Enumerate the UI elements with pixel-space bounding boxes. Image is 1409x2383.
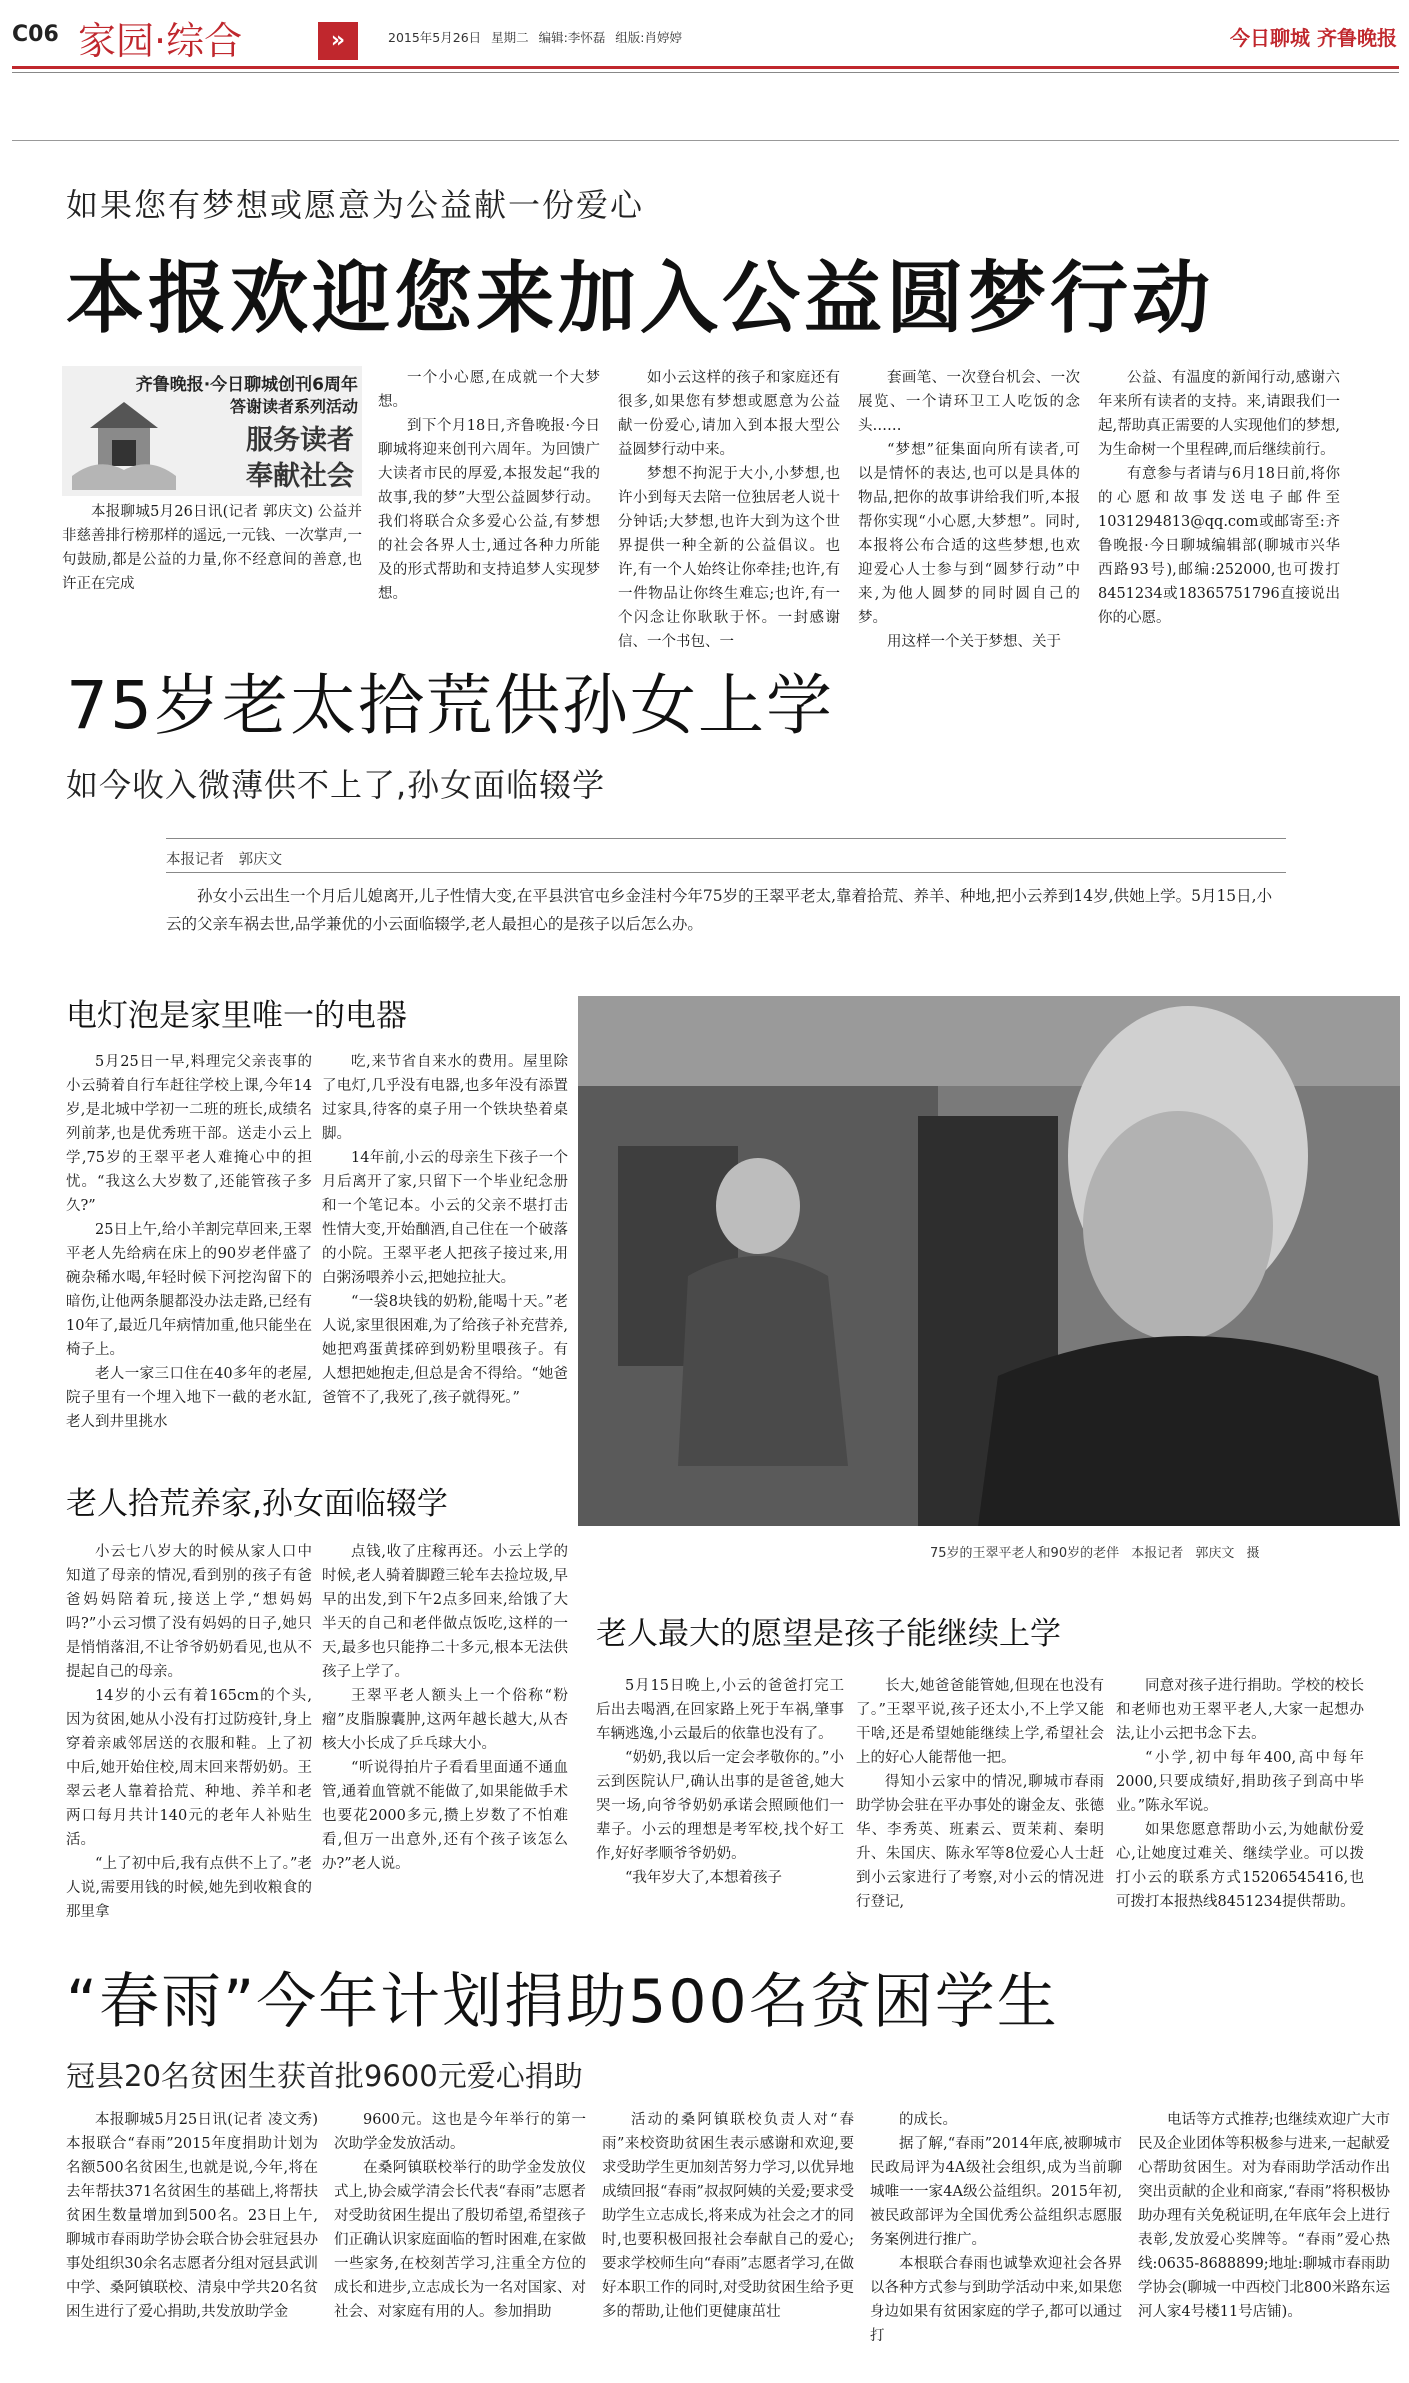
story1-column-1: 本报聊城5月26日讯(记者 郭庆文) 公益并非慈善排行榜那样的遥远,一元钱、一次掌声,一句鼓励,都是公益的力量,你不经意间的善意,也许正在完成 (62, 504, 362, 592)
story1-column-2: 一个小心愿,在成就一个大梦想。 到下个月18日,齐鲁晚报·今日聊城将迎来创刊六周年。为回馈广大读者市民的厚爱,本报发起“我的故事,我的梦”大型公益圆梦行动。我们将联合众多爱心公益,有梦想的社会各界人士,通过各种力所能及的形式帮助和支持追梦人实现梦想。 (378, 370, 600, 602)
story3-column-a: 本报聊城5月25日讯(记者 凌文秀) 本报联合“春雨”2015年度捐助计划为名额500名贫困生,也就是说,今年,将在去年帮扶371名贫困生的基础上,将帮扶贫困生数量增加到500名。23日上午,聊城市春雨助学协会联合协会驻冠县办事处组织30余名志愿者分组对冠县武训中学、桑阿镇联校、清泉中学共20名贫困生进行了爱心捐助,共发放助学金 (66, 2112, 318, 2320)
story3-column-c: 活动的桑阿镇联校负责人对“春雨”来校资助贫困生表示感谢和欢迎,要求受助学生更加刻苦努力学习,以优异地成绩回报“春雨”叔叔阿姨的关爱;要求受助学生立志成长,将来成为社会之才的同时,也要积极回报社会奉献自己的爱心;要求学校师生向“春雨”志愿者学习,在做好本职工作的同时,对受助贫困生给予更多的帮助,让他们更健康茁壮 (602, 2112, 854, 2320)
promo-line-4: 奉献社会 (246, 461, 354, 492)
section-title: 家园·综合 (78, 19, 243, 63)
byline-rule-top (166, 838, 1286, 839)
story3-column-e: 电话等方式推荐;也继续欢迎广大市民及企业团体等积极参与进来,一起献爱心帮助贫困生。对为春雨助学活动作出突出贡献的企业和商家,“春雨”将积极协助办理有关免税证明,在年底年会上进行表彰,发放爱心奖牌等。“春雨”爱心热线:0635-8688899;地址:聊城市春雨助学协会(聊城一中西校门北800米路东运河人家4号楼11号店铺)。 (1138, 2112, 1390, 2320)
story2-subhead-3: 老人最大的愿望是孩子能继续上学 (596, 1616, 1061, 1652)
story3-column-b: 9600元。这也是今年举行的第一次助学金发放活动。 在桑阿镇联校举行的助学金发放仪式上,协会威学清会长代表“春雨”志愿者对受助贫困生提出了殷切希望,希望孩子们正确认识家庭面临的暂时困难,在家做一些家务,在校刻苦学习,注重全方位的成长和进步,立志成长为一名对国家、对社会、对家庭有用的人。参加捐助 (334, 2112, 586, 2320)
anniversary-promo (62, 366, 362, 496)
story2-byline: 本报记者 郭庆文 (166, 852, 283, 868)
story2-headline: 75岁老太拾荒供孙女上学 (66, 667, 834, 744)
clock-tower-hands-icon (68, 396, 180, 490)
double-chevron-icon: » (318, 22, 358, 60)
story2-column-d: 点钱,收了庄稼再还。小云上学的时候,老人骑着脚蹬三轮车去捡垃圾,早早的出发,到下午2点多回来,给饿了大半天的自己和老伴做点饭吃,这样的一天,最多也只能挣二十多元,根本无法供孩子上学了。 王翠平老人额头上一个俗称“粉瘤”皮脂腺囊肿,这两年越长越大,从杏核大小长成了乒乓球大小。 “听说得拍片子看看里面通不通血管,通着血管就不能做了,如果能做手术也要花2000多元,攒上岁数了不怕难看,但万一出意外,还有个孩子该怎么办?”老人说。 (322, 1544, 568, 1872)
newspaper-brand: 今日聊城 齐鲁晚报 (1230, 26, 1397, 50)
photo-image (578, 996, 1400, 1526)
elderly-couple-photo (578, 996, 1400, 1526)
story2-column-g: 同意对孩子进行捐助。学校的校长和老师也劝王翠平老人,大家一起想办法,让小云把书念下去。 “小学,初中每年400,高中每年2000,只要成绩好,捐助孩子到高中毕业。”陈永军说。 如果您愿意帮助小云,为她献份爱心,让她度过难关、继续学业。可以拨打小云的联系方式15206545416,也可拨打本报热线8451234提供帮助。 (1116, 1678, 1364, 1910)
issue-line: 2015年5月26日 星期二 编辑:李怀磊 组版:肖婷婷 (388, 30, 683, 45)
promo-line-3: 服务读者 (246, 425, 354, 456)
story1-column-4: 套画笔、一次登台机会、一次展览、一个请环卫工人吃饭的念头…… “梦想”征集面向所有读者,可以是情怀的表达,也可以是具体的物品,把你的故事讲给我们听,本报帮你实现“小心愿,大梦想”。同时,本报将公布合适的这些梦想,也欢迎爱心人士参与到“圆梦行动”中来,为他人圆梦的同时圆自己的梦。 用这样一个关于梦想、关于 (858, 370, 1080, 650)
story2-column-e: 5月15日晚上,小云的爸爸打完工后出去喝酒,在回家路上死于车祸,肇事车辆逃逸,小云最后的依靠也没有了。 “奶奶,我以后一定会孝敬你的。”小云到医院认尸,确认出事的是爸爸,她大哭一场,向爷爷奶奶承诺会照顾他们一辈子。小云的理想是考军校,找个好工作,好好孝顺爷爷奶奶。 “我年岁大了,本想着孩子 (596, 1678, 844, 1886)
story3-kicker: 冠县20名贫困生获首批9600元爱心捐助 (66, 2059, 583, 2093)
story2-column-b: 吃,来节省自来水的费用。屋里除了电灯,几乎没有电器,也多年没有添置过家具,待客的桌子用一个铁块垫着桌脚。 14年前,小云的母亲生下孩子一个月后离开了家,只留下一个毕业纪念册和一个笔记本。小云的父亲不堪打击性情大变,开始酗酒,自己住在一个破落的小院。王翠平老人把孩子接过来,用白粥汤喂养小云,把她拉扯大。 “一袋8块钱的奶粉,能喝十天。”老人说,家里很困难,为了给孩子补充营养,她把鸡蛋黄揉碎到奶粉里喂孩子。有人想把她抱走,但总是舍不得给。“她爸爸管不了,我死了,孩子就得死。” (322, 1054, 568, 1406)
story2-column-f: 长大,她爸爸能管她,但现在也没有了。”王翠平说,孩子还太小,不上学又能干啥,还是希望她能继续上学,希望社会上的好心人能帮他一把。 得知小云家中的情况,聊城市春雨助学协会驻在平办事处的谢金友、张德华、李秀英、班素云、贾茉莉、秦明升、朱国庆、陈永军等8位爱心人士赶到小云家进行了考察,对小云的情况进行登记, (856, 1678, 1104, 1910)
top-rule (12, 140, 1399, 141)
story3-headline: “春雨”今年计划捐助500名贫困学生 (66, 1967, 1059, 2037)
masthead-thin-rule (12, 72, 1399, 73)
photo-caption: 75岁的王翠平老人和90岁的老伴 本报记者 郭庆文 摄 (930, 1546, 1260, 1561)
story1-headline: 本报欢迎您来加入公益圆梦行动 (66, 254, 1215, 344)
story2-subhead-1: 电灯泡是家里唯一的电器 (66, 998, 407, 1034)
story2-kicker: 如今收入微薄供不上了,孙女面临辍学 (66, 766, 606, 804)
story1-kicker: 如果您有梦想或愿意为公益献一份爱心 (66, 186, 645, 224)
story3-column-d: 的成长。 据了解,“春雨”2014年底,被聊城市民政局评为4A级社会组织,成为当前聊城唯一一家4A级公益组织。2015年初,被民政部评为全国优秀公益组织志愿服务案例进行推广。 本根联合春雨也诚挚欢迎社会各界以各种方式参与到助学活动中来,如果您身边如果有贫困家庭的学子,都可以通过打 (870, 2112, 1122, 2344)
story2-subhead-2: 老人拾荒养家,孙女面临辍学 (66, 1486, 448, 1522)
story1-column-3: 如小云这样的孩子和家庭还有很多,如果您有梦想或愿意为公益献一份爱心,请加入到本报大型公益圆梦行动中来。 梦想不拘泥于大小,小梦想,也许小到每天去陪一位独居老人说十分钟话;大梦想,也许大到为这个世界提供一种全新的公益倡议。也许,有一个人始终让你牵挂;也许,有一件物品让你终生难忘;也许,有一个闪念让你耿耿于怀。一封感谢信、一个书包、一 (618, 370, 840, 650)
masthead-rule (12, 66, 1399, 69)
story1-column-5: 公益、有温度的新闻行动,感谢六年来所有读者的支持。来,请跟我们一起,帮助真正需要的人实现他们的梦想,为生命树一个里程碑,而后继续前行。 有意参与者请与6月18日前,将你的心愿和故事发送电子邮件至1031294813@qq.com或邮寄至:齐鲁晚报·今日聊城编辑部(聊城市兴华西路93号),邮编:252000,也可拨打8451234或18365751796直接说出你的心愿。 (1098, 370, 1340, 626)
story2-column-a: 5月25日一早,料理完父亲丧事的小云骑着自行车赶往学校上课,今年14岁,是北城中学初一二班的班长,成绩名列前茅,也是优秀班干部。送走小云上学,75岁的王翠平老人难掩心中的担忧。“我这么大岁数了,还能管孩子多久?” 25日上午,给小羊割完草回来,王翠平老人先给病在床上的90岁老伴盛了碗杂稀水喝,年轻时候下河挖沟留下的暗伤,让他两条腿都没办法走路,已经有10年了,最近几年病情加重,他只能坐在椅子上。 老人一家三口住在40多年的老屋,院子里有一个埋入地下一截的老水缸,老人到井里挑水 (66, 1054, 312, 1430)
story2-lead: 孙女小云出生一个月后儿媳离开,儿子性情大变,在平县洪官屯乡金洼村今年75岁的王翠平老太,靠着拾荒、养羊、种地,把小云养到14岁,供她上学。5月15日,小云的父亲车祸去世,品学兼优的小云面临辍学,老人最担心的是孩子以后怎么办。 (166, 887, 1273, 933)
promo-line-1: 齐鲁晚报·今日聊城创刊6周年 (135, 375, 358, 395)
promo-line-2: 答谢读者系列活动 (229, 397, 358, 416)
page-code: C06 (12, 22, 59, 47)
byline-rule-bottom (166, 872, 1286, 873)
story2-column-c: 小云七八岁大的时候从家人口中知道了母亲的情况,看到别的孩子有爸爸妈妈陪着玩,接送上学,“想妈妈吗?”小云习惯了没有妈妈的日子,她只是悄悄落泪,不让爷爷奶奶看见,也从不提起自己的母亲。 14岁的小云有着165cm的个头,因为贫困,她从小没有打过防疫针,身上穿着亲戚邻居送的衣服和鞋。上了初中后,她开始住校,周末回来帮奶奶。王翠云老人靠着拾荒、种地、养羊和老两口每月共计140元的老年人补贴生活。 “上了初中后,我有点供不上了。”老人说,需要用钱的时候,她先到收粮食的那里拿 (66, 1544, 312, 1920)
